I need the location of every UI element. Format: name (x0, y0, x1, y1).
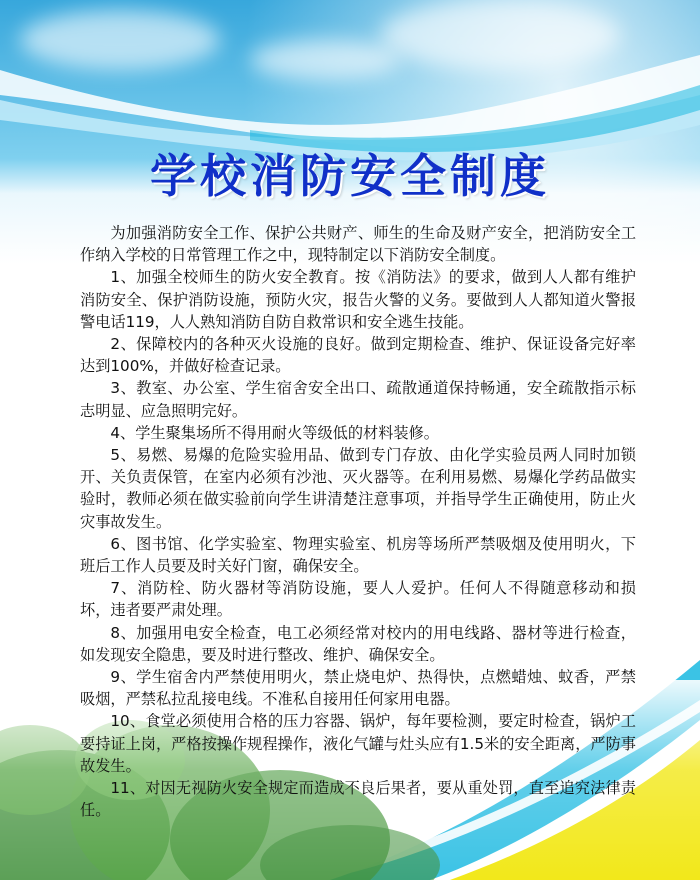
rule-paragraph: 10、食堂必须使用合格的压力容器、锅炉，每年要检测，要定时检查，锅炉工要持证上岗，严格按操作规程操作，液化气罐与灶头应有1.5米的安全距离，严防事故发生。 (80, 712, 636, 775)
rule-paragraph: 8、加强用电安全检查，电工必须经常对校内的用电线路、器材等进行检查，如发现安全隐患，要及时进行整改、维护、确保安全。 (80, 623, 636, 664)
rule-paragraph: 4、学生聚集场所不得用耐火等级低的材料装修。 (110, 423, 439, 442)
rule-paragraph: 7、消防栓、防火器材等消防设施，要人人爱护。任何人不得随意移动和损坏，违者要严肃处理。 (80, 579, 636, 620)
rule-paragraph: 11、对因无视防火安全规定而造成不良后果者，要从重处罚，直至追究法律责任。 (80, 779, 636, 820)
rule-paragraph: 5、易燃、易爆的危险实验用品、做到专门存放、由化学实验员两人同时加锁开、关负责保管，在室内必须有沙池、灭火器等。在利用易燃、易爆化学药品做实验时，教师必须在做实验前向学生讲清楚注意事项，并指导学生正确使用，防止火灾事故发生。 (80, 446, 636, 531)
page-title: 学校消防安全制度 (150, 149, 550, 203)
rule-paragraph: 9、学生宿舍内严禁使用明火，禁止烧电炉、热得快，点燃蜡烛、蚊香，严禁吸烟，严禁私拉乱接电线。不准私自接用任何家用电器。 (80, 668, 636, 709)
rule-paragraph: 6、图书馆、化学实验室、物理实验室、机房等场所严禁吸烟及使用明火，下班后工作人员要及时关好门窗，确保安全。 (80, 534, 636, 576)
regulation-text (80, 222, 636, 821)
intro-paragraph: 为加强消防安全工作、保护公共财产、师生的生命及财产安全，把消防安全工作纳入学校的日常管理工作之中，现特制定以下消防安全制度。 (80, 224, 636, 265)
rule-paragraph: 1、加强全校师生的防火安全教育。按《消防法》的要求，做到人人都有维护消防安全、保护消防设施，预防火灾，报告火警的义务。要做到人人都知道火警报警电话119，人人熟知消防自防自救常识和安全逃生技能。 (80, 268, 636, 331)
rule-paragraph: 3、教室、办公室、学生宿舍安全出口、疏散通道保持畅通，安全疏散指示标志明显、应急照明完好。 (80, 379, 636, 420)
rule-paragraph: 2、保障校内的各种灭火设施的良好。做到定期检查、维护、保证设备完好率达到100%，并做好检查记录。 (80, 335, 636, 376)
